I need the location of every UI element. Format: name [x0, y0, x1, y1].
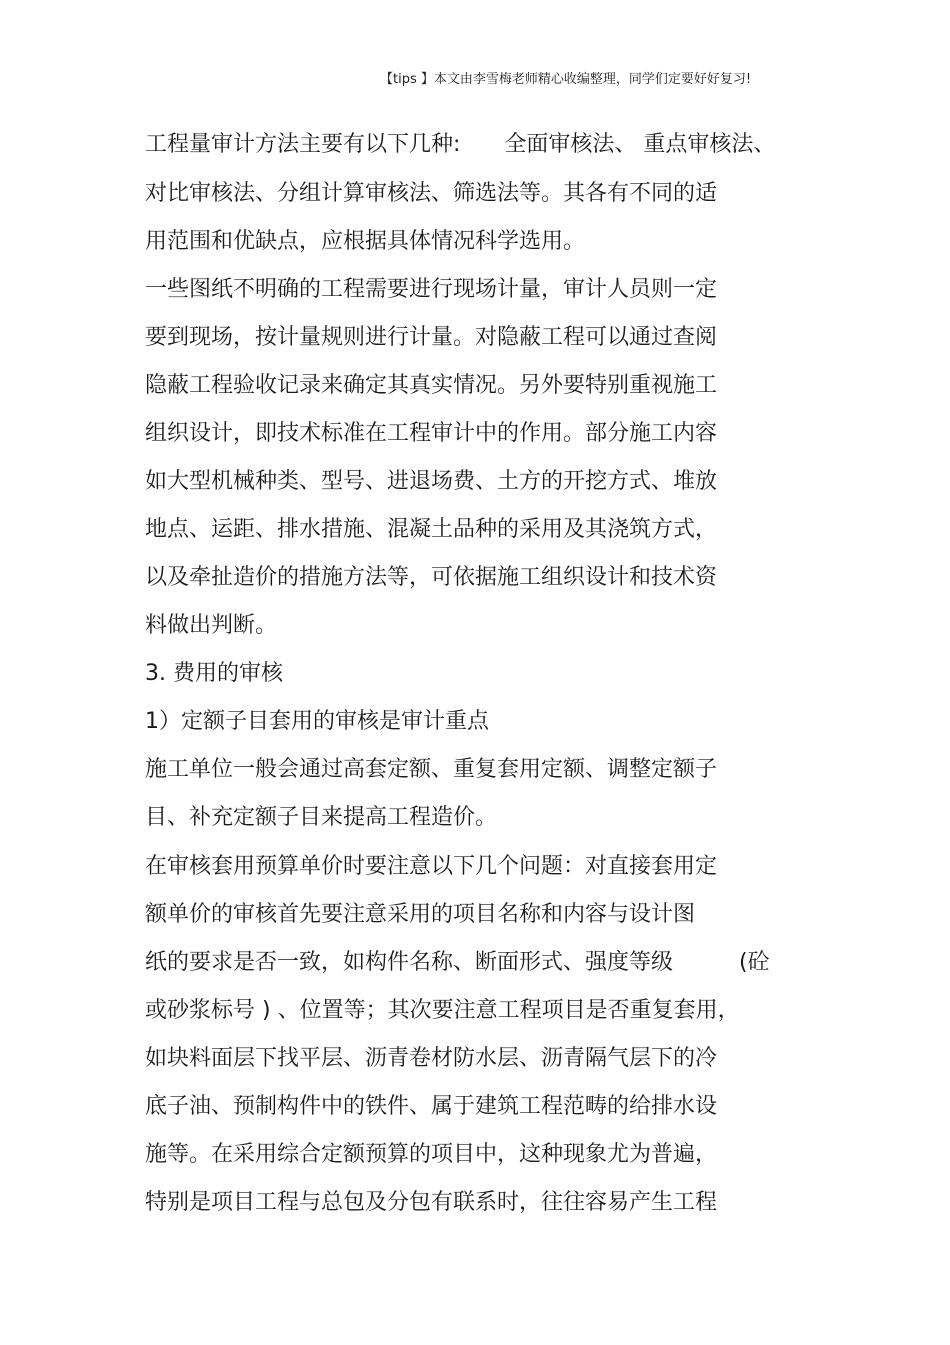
- header-tips: 【tips 】本文由李雪梅老师精心收编整理，同学们定要好好复习!: [380, 72, 752, 87]
- body-line: 对比审核法、分组计算审核法、筛选法等。其各有不同的适: [145, 181, 718, 206]
- body-line: 组织设计，即技术标准在工程审计中的作用。部分施工内容: [145, 421, 718, 446]
- body-line: 或砂浆标号 ) 、位置等；其次要注意工程项目是否重复套用，: [145, 998, 740, 1023]
- section-heading: 3. 费用的审核: [145, 661, 283, 686]
- body-line: 隐蔽工程验收记录来确定其真实情况。另外要特别重视施工: [145, 373, 718, 398]
- body-line: 要到现场，按计量规则进行计量。对隐蔽工程可以通过查阅: [145, 325, 718, 350]
- body-line: 在审核套用预算单价时要注意以下几个问题：对直接套用定: [145, 854, 718, 879]
- body-line: 特别是项目工程与总包及分包有联系时，往往容易产生工程: [145, 1190, 718, 1215]
- body-line: 料做出判断。: [145, 613, 278, 638]
- body-line: 如块料面层下找平层、沥青卷材防水层、沥青隔气层下的冷: [145, 1046, 718, 1071]
- body-line: 额单价的审核首先要注意采用的项目名称和内容与设计图: [145, 902, 696, 927]
- body-line: 底子油、预制构件中的铁件、属于建筑工程范畴的给排水设: [145, 1094, 718, 1119]
- subsection-heading: 1）定额子目套用的审核是审计重点: [145, 709, 489, 734]
- body-line: 施等。在采用综合定额预算的项目中，这种现象尤为普遍，: [145, 1142, 718, 1167]
- body-line: 纸的要求是否一致，如构件名称、断面形式、强度等级 (砼: [145, 950, 770, 975]
- body-line: 目、补充定额子目来提高工程造价。: [145, 805, 498, 830]
- body-line: 工程量审计方法主要有以下几种: 全面审核法、 重点审核法、: [145, 132, 776, 157]
- body-line: 施工单位一般会通过高套定额、重复套用定额、调整定额子: [145, 757, 718, 782]
- body-line: 地点、运距、排水措施、混凝土品种的采用及其浇筑方式，: [145, 517, 718, 542]
- body-line: 用范围和优缺点，应根据具体情况科学选用。: [145, 229, 586, 254]
- body-line: 如大型机械种类、型号、进退场费、土方的开挖方式、堆放: [145, 469, 718, 494]
- body-line: 一些图纸不明确的工程需要进行现场计量，审计人员则一定: [145, 277, 718, 302]
- body-line: 以及牵扯造价的措施方法等，可依据施工组织设计和技术资: [145, 565, 718, 590]
